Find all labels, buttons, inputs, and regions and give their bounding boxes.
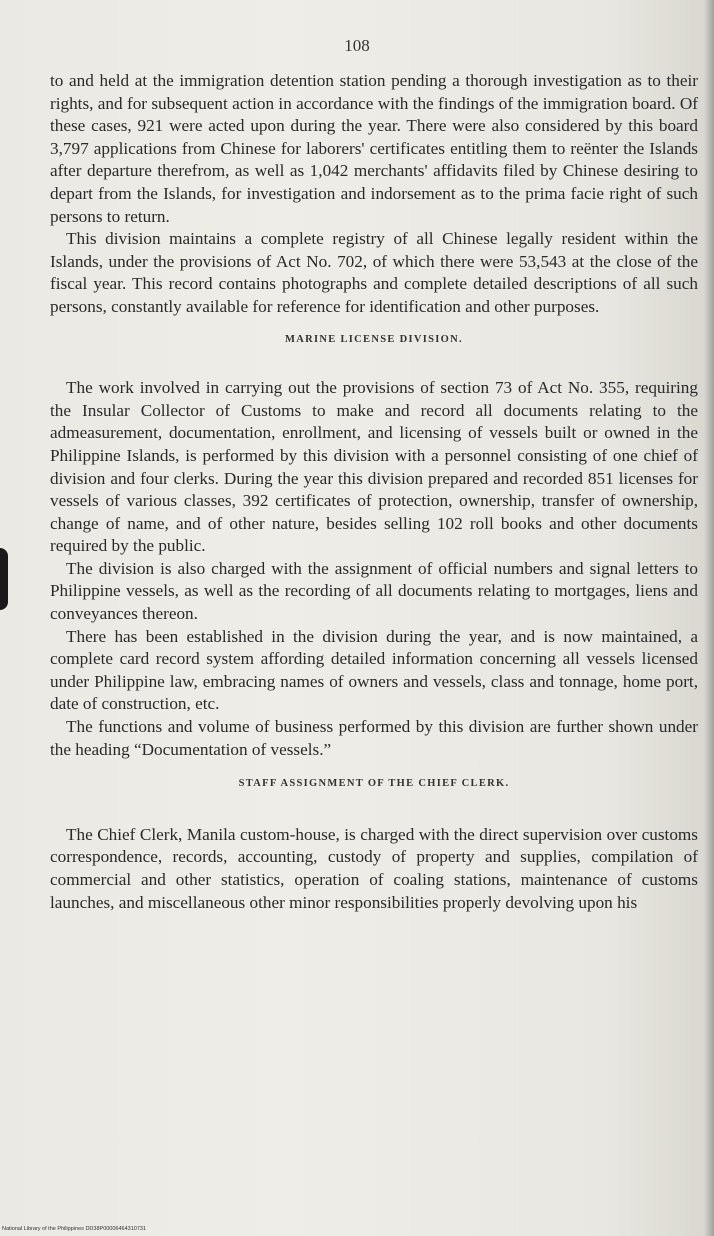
paragraph: The Chief Clerk, Manila custom-house, is charged with the direct supervision over customs correspondence, records, accounting, custody of property and supplies, compilation of commercial and other statistics, operation of coaling stations, maintenance of customs launches, and miscellaneous other minor responsibilities properly devolving upon his: [50, 824, 698, 912]
page-number: 108: [344, 36, 370, 55]
paragraph: The division is also charged with the assignment of official numbers and signal letters to Philippine vessels, as well as the recording of all documents relating to mortgages, liens and conveyances thereon.: [50, 558, 698, 624]
binding-mark: [0, 548, 8, 610]
paragraph: There has been established in the division during the year, and is now maintained, a complete card record system affording detailed information concerning all vessels licensed under Philippine law, embracing names of owners and vessels, class and tonnage, home port, date of construction, etc.: [50, 626, 698, 714]
paragraph: to and held at the immigration detention station pending a thorough investigation as to their rights, and for subsequent action in accordance with the findings of the immigration board. Of these cases, 921 were acted upon during the year. There were also considered by this board 3,797 applications from Chinese for laborers' certificates entitling them to reënter the Islands after departure therefrom, as well as 1,042 merchants' affidavits filed by Chinese desiring to depart from the Islands, for investigation and indorsement as to the prima facie right of such persons to return.: [50, 71, 698, 226]
scan-footer: National Library of the Philippines DD38P00006464310731: [2, 1226, 147, 1232]
paragraph: This division maintains a complete registry of all Chinese legally resident within the Islands, under the provisions of Act No. 702, of which there were 53,543 at the close of the fiscal year. This record contains photographs and complete detailed descriptions of all such persons, constantly available for reference for identification and other purposes.: [50, 229, 698, 316]
body-text: [50, 70, 698, 914]
page-edge-shadow: [704, 0, 714, 1236]
section-heading-marine: MARINE LICENSE DIVISION.: [285, 333, 463, 345]
paragraph: The work involved in carrying out the provisions of section 73 of Act No. 355, requiring the Insular Collector of Customs to make and record all documents relating to the admeasurement, documentation, enrollment, and licensing of vessels built or owned in the Philippine Islands, is performed by this division with a personnel consisting of one chief of division and four clerks. During the year this division prepared and recorded 851 licenses for vessels of various classes, 392 certificates of protection, ownership, transfer of ownership, change of name, and of other nature, besides selling 102 roll books and other documents required by the public.: [50, 378, 698, 556]
section-heading-staff: STAFF ASSIGNMENT OF THE CHIEF CLERK.: [238, 778, 510, 790]
paragraph: The functions and volume of business performed by this division are further shown under the heading “Documentation of vessels.”: [50, 717, 698, 759]
